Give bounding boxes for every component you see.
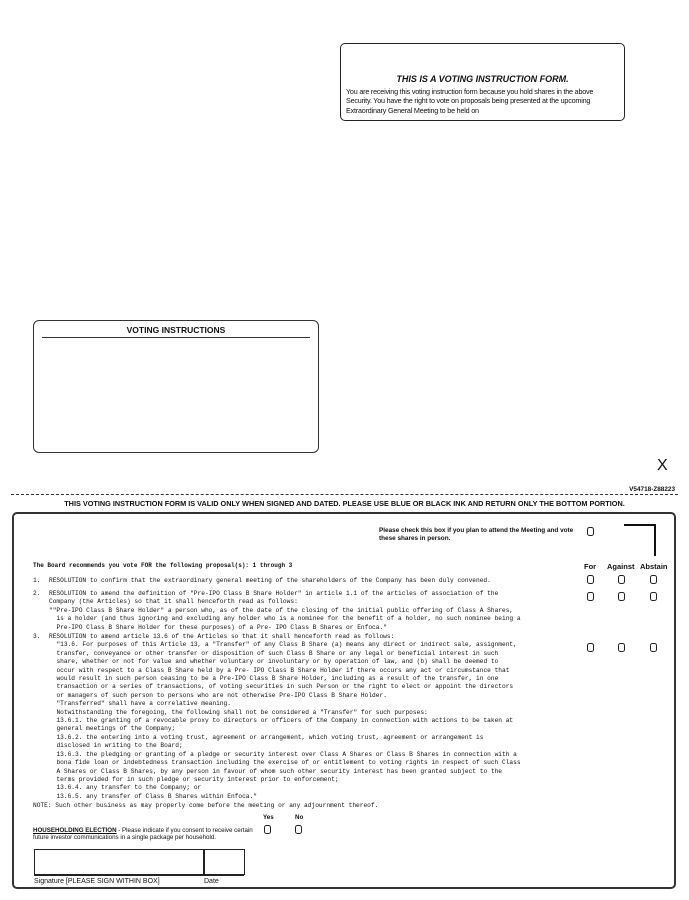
signature-caption: Signature [PLEASE SIGN WITHIN BOX] <box>34 878 160 885</box>
resolution-3-text: RESOLUTION to amend article 13.6 of the Articles so that it shall henceforth read as follows: "13.6. For purposes of this Article 13, a "Transfer" of any Class B Share (a) means any direct or indirect sale, assignment, transfer, conveyance or other transfer or disposition of such Class B Share or any legal or beneficial interest in such share, whether or not for value and whether voluntary or involuntary or by operation of law, and (b) shall be deemed to occur with respect to a Class B Share held by a Pre- IPO Class B Share Holder if there occurs any act or circumstance that would result in such person ceasing to be a Pre-IPO Class B Share Holder, including as a result of the transfer, in one transaction or a series of transactions, of voting securities in such Person or the right to elect or appoint the directors or managers of such person to persons who are not otherwise Pre-IPO Class B Share Holder. "Transferred" shall have a correlative meaning. Notwithstanding the foregoing, the following shall not be considered a "Transfer" for such purposes: 13.6.1. the granting of a revocable proxy to directors or officers of the Company in connection with actions to be taken at general meetings of the Company; 13.6.2. the entering into a voting trust, agreement or arrangement, which voting trust, agreement or arrangement is disclosed in writing to the Board; 13.6.3. the pledging or granting of a pledge or security interest over Class A Shares or Class B Shares in connection with a bona fide loan or indebtedness transaction including the exercise of or entitlement to voting rights in respect of such Class A Shares or Class B Shares, by any person in favour of whom such other security interest has been granted subject to the terms provided for in such pledge or security interest prior to enforcement; 13.6.4. any transfer to the Company; or 13.6.5. any transfer of Class B Shares within Enfoca." <box>49 633 521 800</box>
householding-text: - Please indicate if you consent to receive certain future investor communications in a single package per household. <box>33 827 253 842</box>
other-business-note: NOTE: Such other business as may properly come before the meeting or any adjournment thereof. <box>33 802 379 809</box>
resolution-3-against-checkbox[interactable] <box>618 643 625 652</box>
ballot-section <box>12 512 676 889</box>
householding-no-label: No <box>295 814 304 821</box>
validity-note: THIS VOTING INSTRUCTION FORM IS VALID ONLY WHEN SIGNED AND DATED. PLEASE USE BLUE OR BLACK INK AND RETURN ONLY THE BOTTOM PORTION. <box>64 499 625 508</box>
cut-line <box>11 494 678 495</box>
notice-body: You are receiving this voting instruction form because you hold shares in the above Security. You have the right to vote on proposals being presented at the upcoming Extraordinary General Meeting to be held on <box>346 87 594 115</box>
resolution-1-against-checkbox[interactable] <box>618 575 625 584</box>
resolution-3-abstain-checkbox[interactable] <box>650 643 657 652</box>
resolution-3-for-checkbox[interactable] <box>587 643 594 652</box>
signature-rule <box>34 875 244 876</box>
column-header-abstain: Abstain <box>640 562 668 571</box>
resolution-1-for-checkbox[interactable] <box>587 575 594 584</box>
signature-box[interactable] <box>34 849 204 875</box>
resolution-2-against-checkbox[interactable] <box>618 592 625 601</box>
householding-election <box>33 827 253 841</box>
voting-instructions-box <box>33 320 319 453</box>
attend-meeting-text: Please check this box if you plan to attend the Meeting and vote these shares in person. <box>379 527 574 542</box>
attend-meeting-checkbox[interactable] <box>587 527 594 536</box>
resolution-2-text: RESOLUTION to amend the definition of "Pre-IPO Class B Share Holder" in article 1.1 of the articles of association of the Company (the Articles) so that it shall henceforth read as follows: ""Pre-IPO Class B Share Holder" a person who, as of the date of the closing of the initial public offering of Class A Shares, is a holder (and thus ignoring and excluding any holder who is a nominee for the benefit of a holder, no such nominee being a Pre-IPO Class B Share Holder for these purposes) of a Pre- IPO Class B Shares or Enfoca." <box>49 590 521 631</box>
corner-mark <box>624 524 656 556</box>
date-caption: Date <box>204 878 219 885</box>
householding-yes-checkbox[interactable] <box>264 825 271 834</box>
resolution-2-number: 2. <box>33 590 41 597</box>
voting-instructions-rule <box>42 337 310 338</box>
resolution-2-abstain-checkbox[interactable] <box>650 592 657 601</box>
column-header-against: Against <box>607 562 635 571</box>
reference-code: V54718-Z88223 <box>629 486 675 493</box>
board-recommendation: The Board recommends you vote FOR the following proposal(s): 1 through 3 <box>33 562 293 569</box>
resolution-1-number: 1. <box>33 577 41 584</box>
notice-title: THIS IS A VOTING INSTRUCTION FORM. <box>396 74 569 84</box>
date-box[interactable] <box>204 849 245 875</box>
voting-instructions-title: VOTING INSTRUCTIONS <box>126 325 226 335</box>
resolution-2-for-checkbox[interactable] <box>587 592 594 601</box>
x-mark: X <box>657 457 668 474</box>
column-header-for: For <box>584 562 597 571</box>
householding-title: HOUSEHOLDING ELECTION <box>33 827 117 834</box>
resolution-1-text: RESOLUTION to confirm that the extraordinary general meeting of the shareholders of the Company has been duly convened. <box>49 577 491 584</box>
resolution-1-abstain-checkbox[interactable] <box>650 575 657 584</box>
resolution-3-number: 3. <box>33 633 41 640</box>
householding-no-checkbox[interactable] <box>295 825 302 834</box>
voting-notice-box <box>340 43 625 121</box>
householding-yes-label: Yes <box>263 814 274 821</box>
